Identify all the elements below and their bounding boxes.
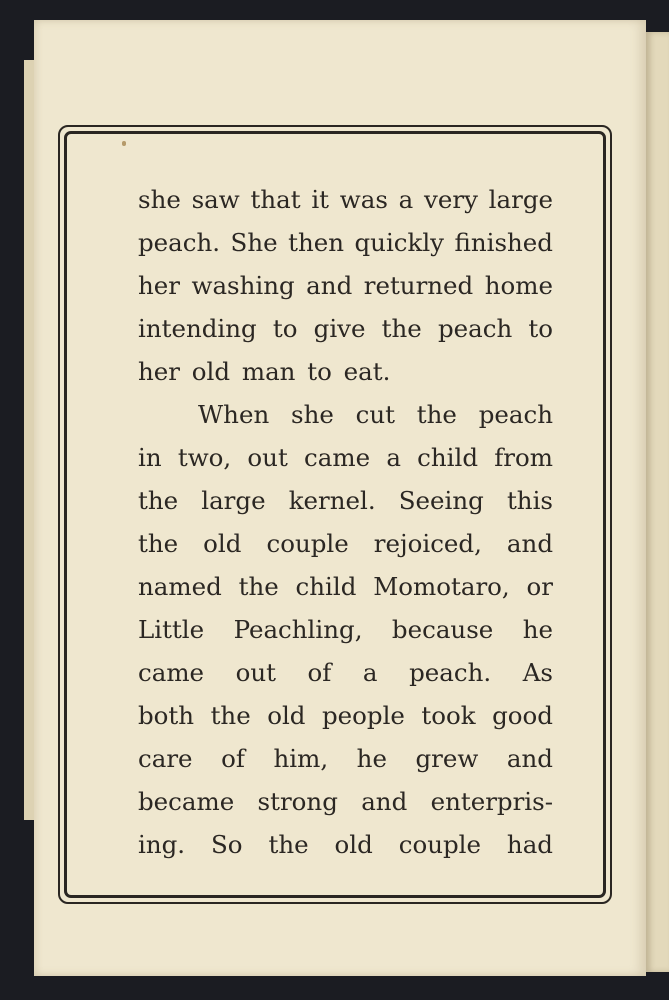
text-line: Little Peachling, because he [138, 615, 553, 644]
text-line: peach. She then quickly finished [138, 228, 553, 257]
text-line: her washing and returned home [138, 271, 553, 300]
text-line: intending to give the peach to [138, 314, 553, 343]
text-line: her old man to eat. [138, 357, 391, 386]
text-line: the old couple rejoiced, and [138, 529, 553, 558]
paper-speck [122, 141, 126, 146]
text-line: When she cut the peach [198, 400, 553, 429]
text-line: the large kernel. Seeing this [138, 486, 553, 515]
next-page-edge [646, 32, 669, 972]
text-line: she saw that it was a very large [138, 185, 553, 214]
text-line: ing. So the old couple had [138, 830, 553, 859]
text-line: care of him, he grew and [138, 744, 553, 773]
story-text [138, 178, 553, 868]
text-line: came out of a peach. As [138, 658, 553, 687]
text-line: in two, out came a child from [138, 443, 553, 472]
text-line: became strong and enterpris- [138, 787, 553, 816]
text-line: both the old people took good [138, 701, 553, 730]
text-line: named the child Momotaro, or [138, 572, 553, 601]
